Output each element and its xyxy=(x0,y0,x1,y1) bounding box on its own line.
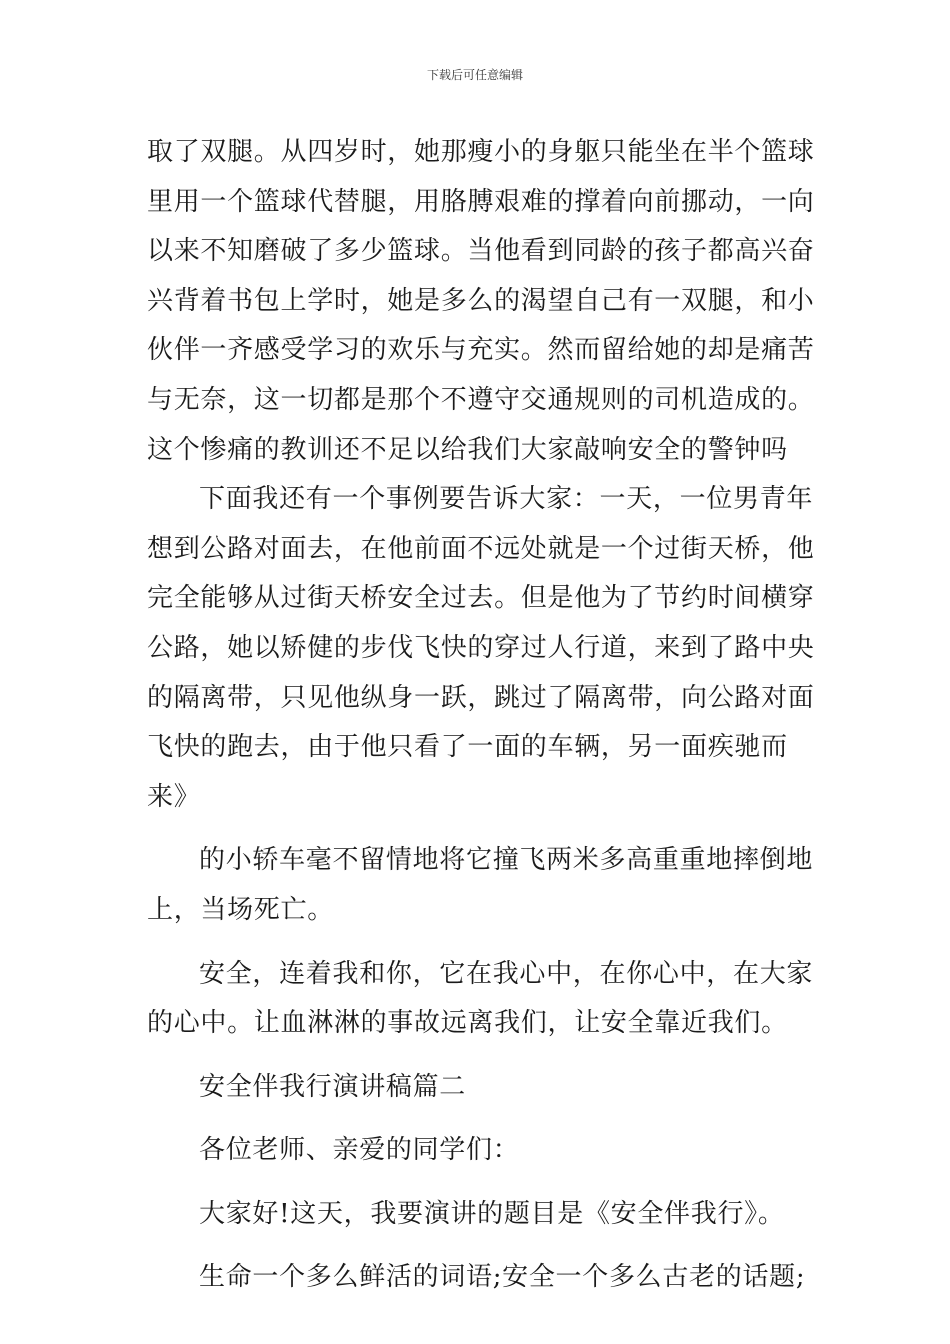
text-line: 完全能够从过街天桥安全过去。但是他为了节约时间横穿 xyxy=(147,583,815,614)
text-line: 取了双腿。从四岁时，她那瘦小的身躯只能坐在半个篮球 xyxy=(147,137,815,167)
text-line: 公路，她以矫健的步伐飞快的穿过人行道，来到了路中央 xyxy=(147,632,815,663)
paragraph-gap xyxy=(147,822,807,836)
paragraph-gap xyxy=(147,1176,807,1190)
paragraph-gap xyxy=(147,936,807,950)
text-line: 以来不知磨破了多少篮球。当他看到同龄的孩子都高兴奋 xyxy=(147,236,815,267)
document-body xyxy=(147,128,815,1303)
page-header: 下载后可任意编辑 xyxy=(426,68,523,82)
text-line: 想到公路对面去，在他前面不远处就是一个过街天桥，他 xyxy=(147,533,815,564)
text-line: 飞快的跑去，由于他只看了一面的车辆，另一面疾驰而 xyxy=(147,732,788,763)
text-line: 的心中。让血淋淋的事故远离我们，让安全靠近我们。 xyxy=(147,1008,788,1039)
text-line: 里用一个篮球代替腿，用胳膊艰难的撑着向前挪动，一向 xyxy=(147,186,815,217)
text-line: 这个惨痛的教训还不足以给我们大家敲响安全的警钟吗 xyxy=(147,434,788,465)
text-line: 生命一个多么鲜活的词语;安全一个多么古老的话题; xyxy=(199,1262,806,1293)
text-line: 来》 xyxy=(147,781,201,812)
text-line: 下面我还有一个事例要告诉大家：一天，一位男青年 xyxy=(199,484,814,515)
text-line: 上，当场死亡。 xyxy=(147,894,334,925)
text-line: 的小轿车毫不留情地将它撞飞两米多高重重地摔倒地 xyxy=(199,845,814,876)
text-line: 与无奈，这一切都是那个不遵守交通规则的司机造成的。 xyxy=(147,384,815,415)
text-line: 伙伴一齐感受学习的欢乐与充实。然而留给她的却是痛苦 xyxy=(147,335,815,366)
text-line: 的隔离带，只见他纵身一跃，跳过了隔离带，向公路对面 xyxy=(147,682,815,713)
paragraph-gap xyxy=(147,1239,807,1253)
text-line: 兴背着书包上学时，她是多么的渴望自己有一双腿，和小 xyxy=(147,285,815,316)
text-line: 安全，连着我和你，它在我心中，在你心中，在大家 xyxy=(199,958,814,989)
paragraph-gap xyxy=(147,1049,807,1063)
text-line: 大家好!这天，我要演讲的题目是《安全伴我行》。 xyxy=(199,1198,785,1229)
section-title: 安全伴我行演讲稿篇二 xyxy=(199,1071,467,1102)
paragraph-gap xyxy=(147,1112,807,1126)
salutation: 各位老师、亲爱的同学们： xyxy=(199,1135,520,1166)
